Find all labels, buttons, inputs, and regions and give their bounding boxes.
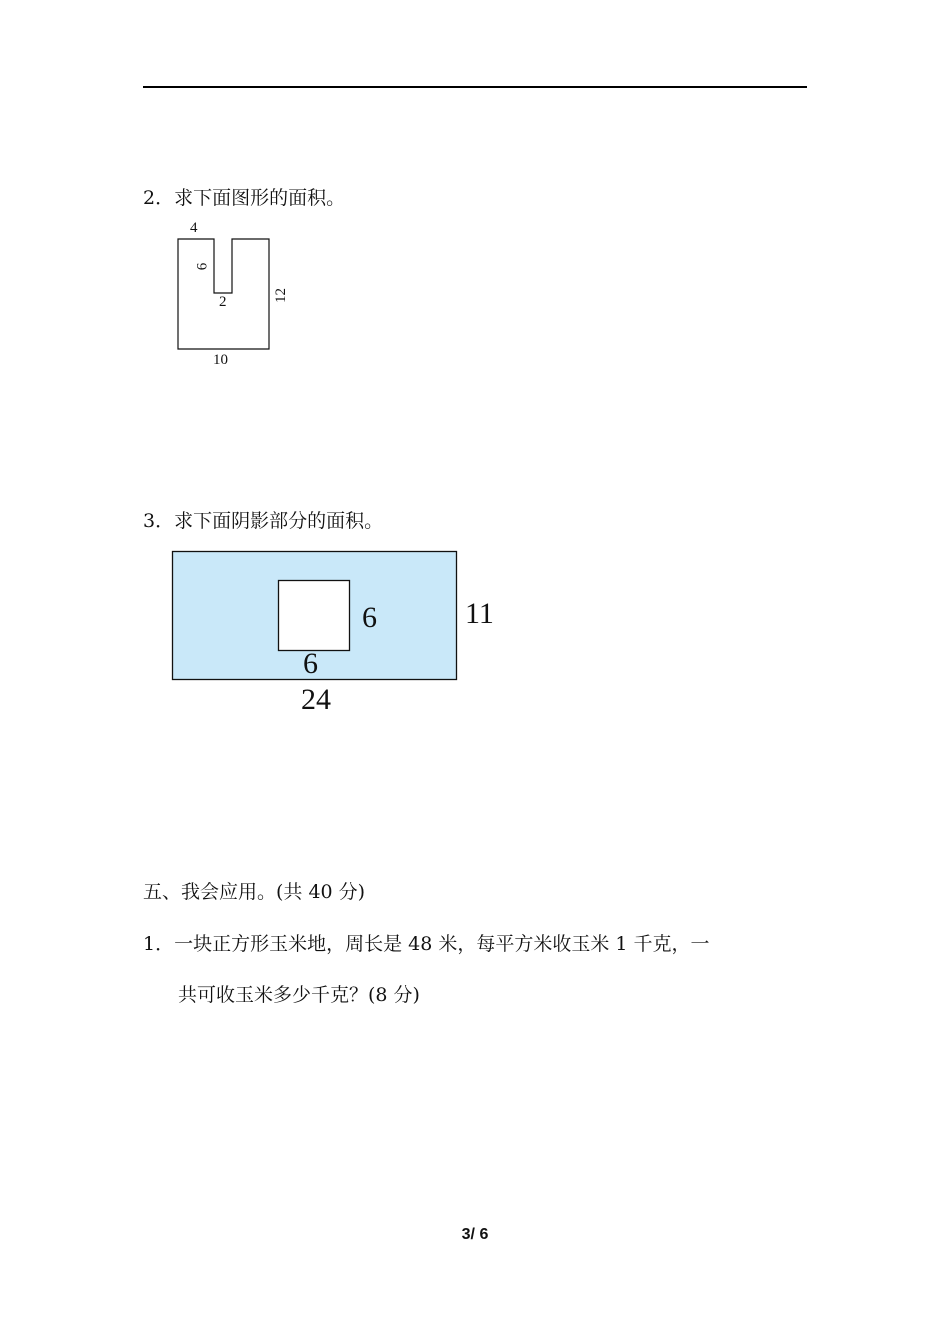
- label-height-11: 11: [465, 597, 494, 630]
- page-number: 3/ 6: [461, 1226, 489, 1243]
- label-square-side-6: 6: [362, 601, 377, 634]
- label-width-10: 10: [213, 352, 228, 368]
- label-inner-height-6: 6: [194, 262, 211, 271]
- inner-square: [279, 581, 350, 651]
- label-height-12: 12: [273, 288, 289, 303]
- question-5-1-line-2: 共可收玉米多少千克？(8 分): [178, 984, 420, 1006]
- label-square-bottom-6: 6: [303, 647, 318, 680]
- question-2-text: 2．求下面图形的面积。: [143, 187, 346, 209]
- label-width-24: 24: [301, 683, 331, 716]
- label-inner-width-2: 2: [219, 294, 227, 310]
- question-3-text: 3．求下面阴影部分的面积。: [143, 510, 384, 532]
- section-5-heading: 五、我会应用。(共 40 分): [143, 881, 366, 903]
- label-top-4: 4: [190, 220, 198, 236]
- question-5-1-line-1: 1．一块正方形玉米地，周长是 48 米，每平方米收玉米 1 千克，一: [143, 933, 710, 955]
- header-rule: [143, 86, 807, 88]
